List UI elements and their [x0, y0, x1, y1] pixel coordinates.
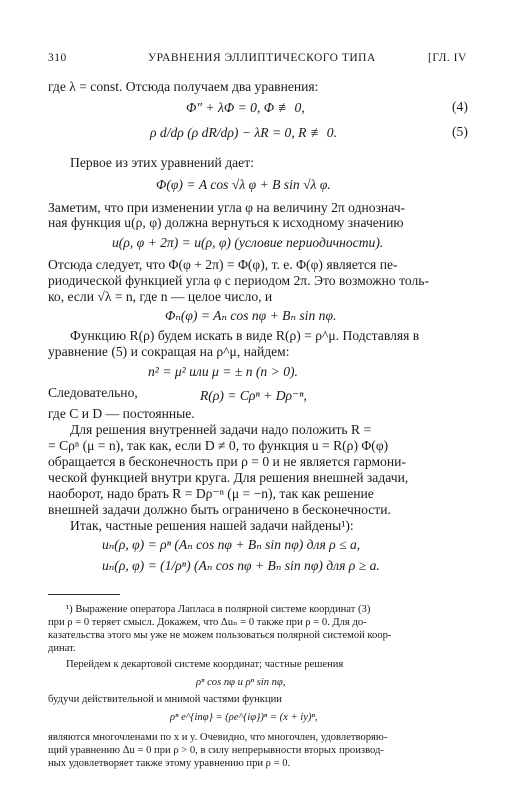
text-line: ко, если √λ = n, где n — целое число, и — [48, 289, 273, 304]
text-line: наоборот, надо брать R = Dρ⁻ⁿ (μ = −n), так как решение — [48, 486, 374, 501]
footnote-line: являются многочленами по x и y. Очевидно, что многочлен, удовлетворяю- — [48, 732, 388, 743]
equation: R(ρ) = Cρⁿ + Dρ⁻ⁿ, — [200, 388, 307, 403]
text-line: Заметим, что при изменении угла φ на величину 2π однознач- — [48, 200, 406, 215]
equation-4: Φ″ + λΦ = 0, Φ ≢ 0, — [186, 100, 305, 115]
text-line: ческой функцией внутри круга. Для решения внешней задачи, — [48, 470, 409, 485]
footnote-line: Перейдем к декартовой системе координат; частные решения — [66, 659, 344, 670]
footnote-rule — [48, 594, 120, 595]
equation-number: (4) — [452, 99, 468, 114]
running-title: УРАВНЕНИЯ ЭЛЛИПТИЧЕСКОГО ТИПА — [148, 52, 376, 64]
text-line: где C и D — постоянные. — [48, 406, 195, 421]
equation-number: (5) — [452, 124, 468, 139]
page-number: 310 — [48, 52, 67, 64]
footnote-line: ных удовлетворяет также этому уравнению при ρ = 0. — [48, 758, 291, 769]
text-line: где λ = const. Отсюда получаем два уравнения: — [48, 79, 319, 94]
text-line: Отсюда следует, что Φ(φ + 2π) = Φ(φ), т. е. Φ(φ) является пе- — [48, 257, 398, 272]
footnote-line: щий уравнению Δu = 0 при ρ > 0, в силу непрерывности вторых производ- — [48, 745, 384, 756]
text-line: Первое из этих уравнений дает: — [70, 155, 254, 170]
text-line: Функцию R(ρ) будем искать в виде R(ρ) = ρ^μ. Подставляя в — [70, 328, 420, 343]
equation: u(ρ, φ + 2π) = u(ρ, φ) (условие периодичности). — [112, 235, 384, 250]
text-line: ная функция u(ρ, φ) должна вернуться к исходному значению — [48, 215, 404, 230]
footnote-line: ¹) Выражение оператора Лапласа в полярной системе координат (3) — [66, 604, 371, 615]
text-line: внешней задачи должно быть ограничено в бесконечности. — [48, 502, 391, 517]
text-line: Итак, частные решения нашей задачи найдены¹): — [70, 518, 354, 533]
chapter-label: [ГЛ. IV — [428, 52, 467, 64]
equation-5: ρ d/dρ (ρ dR/dρ) − λR = 0, R ≢ 0. — [150, 125, 338, 140]
text-line: = Cρⁿ (μ = n), так как, если D ≠ 0, то функция u = R(ρ) Φ(φ) — [48, 438, 389, 453]
footnote-line: будучи действительной и мнимой частями функции — [48, 694, 282, 705]
footnote-line: казательства этого мы уже не можем пользоваться полярной системой коор- — [48, 630, 392, 641]
equation: Φ(φ) = A cos √λ φ + B sin √λ φ. — [156, 177, 331, 192]
footnote-formula: ρⁿ e^{inφ} = (ρe^{iφ})ⁿ = (x + iy)ⁿ, — [170, 712, 318, 723]
equation: Φₙ(φ) = Aₙ cos nφ + Bₙ sin nφ. — [165, 308, 337, 323]
equation: n² = μ² или μ = ± n (n > 0). — [148, 364, 298, 379]
text-line: обращается в бесконечность при ρ = 0 и не является гармони- — [48, 454, 406, 469]
equation: uₙ(ρ, φ) = (1/ρⁿ) (Aₙ cos nφ + Bₙ sin nφ) для ρ ≥ a. — [102, 558, 380, 573]
text-line: уравнение (5) и сокращая на ρ^μ, найдем: — [48, 344, 290, 359]
footnote-line: при ρ = 0 теряет смысл. Докажем, что Δuₙ = 0 также при ρ = 0. Для до- — [48, 617, 367, 628]
footnote-formula: ρⁿ cos nφ и ρⁿ sin nφ, — [196, 677, 286, 688]
text-line: риодической функцией угла φ с периодом 2π. Это возможно толь- — [48, 273, 430, 288]
equation: uₙ(ρ, φ) = ρⁿ (Aₙ cos nφ + Bₙ sin nφ) для ρ ≤ a, — [102, 537, 361, 552]
text-line: Для решения внутренней задачи надо положить R = — [70, 422, 372, 437]
text-line: Следовательно, — [48, 385, 138, 400]
footnote-line: динат. — [48, 643, 76, 654]
